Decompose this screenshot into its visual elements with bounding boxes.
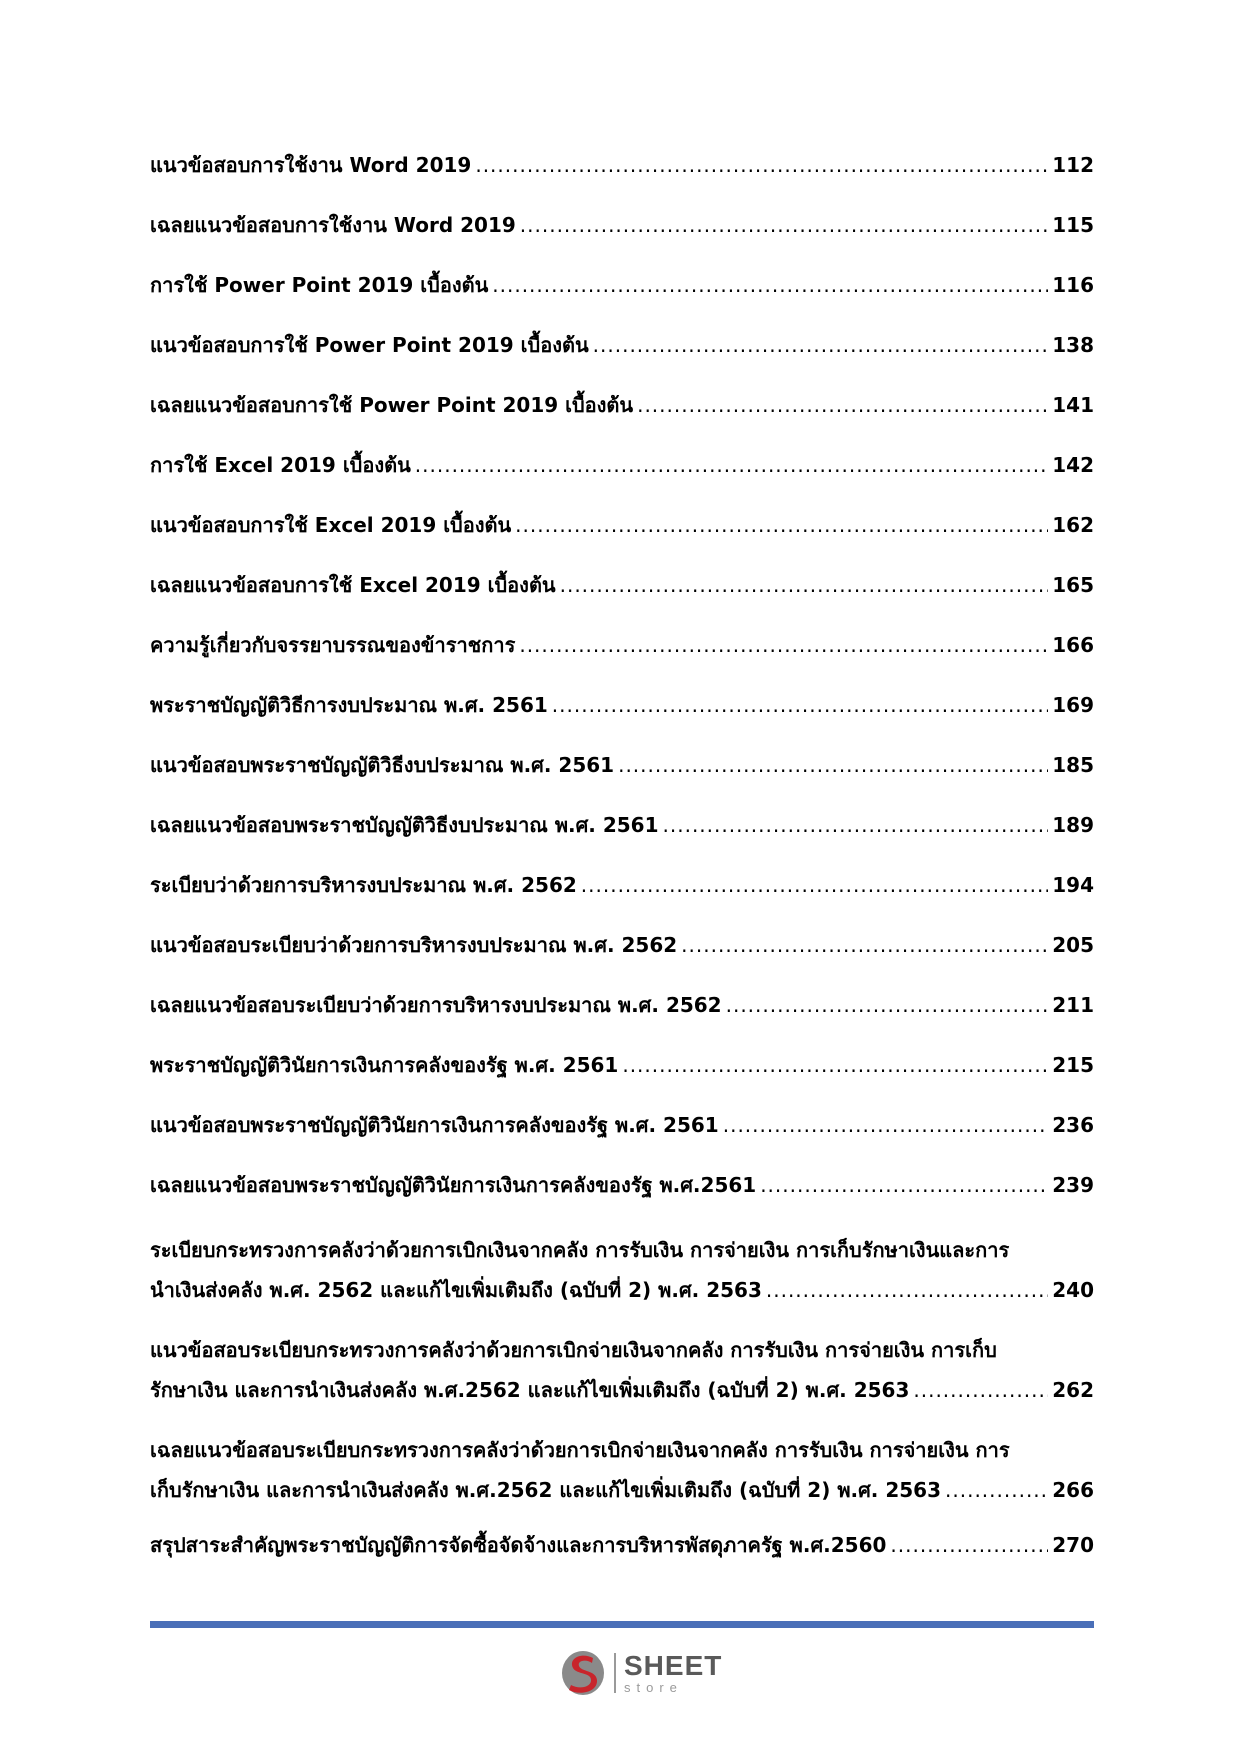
- toc-entry-title: นำเงินส่งคลัง พ.ศ. 2562 และแก้ไขเพิ่มเติมถึง (ฉบับที่ 2) พ.ศ. 2563: [150, 1278, 762, 1302]
- toc-entry: [150, 210, 1094, 240]
- toc-entry: [150, 690, 1094, 720]
- toc-leader-dots: [520, 210, 1048, 240]
- toc-page-number: 185: [1052, 753, 1094, 777]
- toc-entry-title: แนวข้อสอบการใช้ Power Point 2019 เบื้องต้น: [150, 333, 589, 357]
- table-of-contents: [150, 150, 1094, 1590]
- toc-entry-title: เฉลยแนวข้อสอบการใช้ Power Point 2019 เบื้องต้น: [150, 393, 634, 417]
- toc-leader-dots: [766, 1270, 1048, 1310]
- toc-entry-title: พระราชบัญญัติวิธีการงบประมาณ พ.ศ. 2561: [150, 693, 548, 717]
- toc-leader-dots: [560, 570, 1049, 600]
- toc-entry-title: แนวข้อสอบพระราชบัญญัติวินัยการเงินการคลังของรัฐ พ.ศ. 2561: [150, 1113, 719, 1137]
- toc-entry-title: การใช้ Excel 2019 เบื้องต้น: [150, 453, 411, 477]
- toc-page-number: 116: [1052, 273, 1094, 297]
- toc-entry: [150, 1050, 1094, 1080]
- toc-entry: [150, 1430, 1094, 1510]
- toc-entry-title: การใช้ Power Point 2019 เบื้องต้น: [150, 273, 489, 297]
- toc-entry-title: แนวข้อสอบการใช้งาน Word 2019: [150, 153, 472, 177]
- logo-wordmark: SHEET: [624, 1650, 723, 1681]
- toc-leader-dots: [519, 630, 1048, 660]
- toc-page-number: 142: [1052, 453, 1094, 477]
- toc-leader-dots: [492, 270, 1048, 300]
- toc-leader-dots: [681, 930, 1048, 960]
- toc-page-number: 166: [1052, 633, 1094, 657]
- toc-entry: [150, 330, 1094, 360]
- toc-leader-dots: [515, 510, 1048, 540]
- toc-page-number: 266: [1052, 1478, 1094, 1502]
- toc-page-number: 239: [1052, 1173, 1094, 1197]
- toc-page-number: 236: [1052, 1113, 1094, 1137]
- toc-leader-dots: [637, 390, 1048, 420]
- toc-leader-dots: [760, 1170, 1048, 1200]
- footer-rule: [150, 1621, 1094, 1628]
- toc-entry-title: พระราชบัญญัติวินัยการเงินการคลังของรัฐ พ.ศ. 2561: [150, 1053, 619, 1077]
- toc-entry: [150, 1230, 1094, 1310]
- toc-entry: [150, 270, 1094, 300]
- toc-page-number: 215: [1052, 1053, 1094, 1077]
- toc-leader-dots: [723, 1110, 1049, 1140]
- toc-leader-dots: [618, 750, 1048, 780]
- toc-entry-title: เฉลยแนวข้อสอบการใช้ Excel 2019 เบื้องต้น: [150, 573, 556, 597]
- toc-page-number: 138: [1052, 333, 1094, 357]
- toc-entry-title-line: เฉลยแนวข้อสอบระเบียบกระทรวงการคลังว่าด้วยการเบิกจ่ายเงินจากคลัง การรับเงิน การจ่ายเงิน การ: [150, 1438, 1010, 1462]
- toc-entry: [150, 810, 1094, 840]
- toc-entry: [150, 390, 1094, 420]
- toc-page-number: 189: [1052, 813, 1094, 837]
- toc-entry: [150, 1110, 1094, 1140]
- toc-entry-title-line: แนวข้อสอบระเบียบกระทรวงการคลังว่าด้วยการเบิกจ่ายเงินจากคลัง การรับเงิน การจ่ายเงิน การเก็บ: [150, 1338, 997, 1362]
- toc-leader-dots: [890, 1530, 1048, 1560]
- toc-leader-dots: [593, 330, 1049, 360]
- toc-entry: [150, 630, 1094, 660]
- toc-page-number: 162: [1052, 513, 1094, 537]
- toc-entry: [150, 750, 1094, 780]
- toc-entry-title: รักษาเงิน และการนำเงินส่งคลัง พ.ศ.2562 และแก้ไขเพิ่มเติมถึง (ฉบับที่ 2) พ.ศ. 2563: [150, 1378, 910, 1402]
- toc-leader-dots: [475, 150, 1048, 180]
- toc-entry-title: เฉลยแนวข้อสอบพระราชบัญญัติวิธีงบประมาณ พ.ศ. 2561: [150, 813, 659, 837]
- toc-entry-title: แนวข้อสอบการใช้ Excel 2019 เบื้องต้น: [150, 513, 512, 537]
- toc-page-number: 169: [1052, 693, 1094, 717]
- toc-entry-title: เก็บรักษาเงิน และการนำเงินส่งคลัง พ.ศ.2562 และแก้ไขเพิ่มเติมถึง (ฉบับที่ 2) พ.ศ. 2563: [150, 1478, 942, 1502]
- toc-page-number: 205: [1052, 933, 1094, 957]
- toc-entry: [150, 930, 1094, 960]
- toc-entry: [150, 1330, 1094, 1410]
- toc-page-number: 165: [1052, 573, 1094, 597]
- toc-page-number: 270: [1052, 1533, 1094, 1557]
- toc-entry-title: สรุปสาระสำคัญพระราชบัญญัติการจัดซื้อจัดจ้างและการบริหารพัสดุภาครัฐ พ.ศ.2560: [150, 1533, 887, 1557]
- toc-page-number: 194: [1052, 873, 1094, 897]
- toc-entry: [150, 450, 1094, 480]
- toc-page-number: 211: [1052, 993, 1094, 1017]
- toc-page-number: 115: [1052, 213, 1094, 237]
- toc-entry: [150, 570, 1094, 600]
- toc-leader-dots: [913, 1370, 1048, 1410]
- toc-entry-title-line: ระเบียบกระทรวงการคลังว่าด้วยการเบิกเงินจากคลัง การรับเงิน การจ่ายเงิน การเก็บรักษาเงินและการ: [150, 1238, 1010, 1262]
- toc-leader-dots: [663, 810, 1049, 840]
- toc-leader-dots: [581, 870, 1048, 900]
- toc-entry: [150, 150, 1094, 180]
- toc-page-number: 262: [1052, 1378, 1094, 1402]
- toc-page-number: 141: [1052, 393, 1094, 417]
- toc-leader-dots: [622, 1050, 1048, 1080]
- sheet-store-logo-icon: [560, 1648, 606, 1698]
- toc-entry-title: แนวข้อสอบพระราชบัญญัติวิธีงบประมาณ พ.ศ. 2561: [150, 753, 615, 777]
- toc-leader-dots: [552, 690, 1048, 720]
- toc-entry: [150, 1530, 1094, 1560]
- footer-logo: [560, 1645, 722, 1701]
- toc-page-number: 112: [1052, 153, 1094, 177]
- toc-entry-title: เฉลยแนวข้อสอบการใช้งาน Word 2019: [150, 213, 516, 237]
- toc-page-number: 240: [1052, 1278, 1094, 1302]
- toc-leader-dots: [415, 450, 1048, 480]
- toc-entry: [150, 1170, 1094, 1200]
- toc-entry-title: เฉลยแนวข้อสอบระเบียบว่าด้วยการบริหารงบประมาณ พ.ศ. 2562: [150, 993, 722, 1017]
- toc-leader-dots: [726, 990, 1049, 1020]
- toc-entry: [150, 510, 1094, 540]
- toc-entry-title: ระเบียบว่าด้วยการบริหารงบประมาณ พ.ศ. 2562: [150, 873, 577, 897]
- toc-entry: [150, 870, 1094, 900]
- toc-entry-title: ความรู้เกี่ยวกับจรรยาบรรณของข้าราชการ: [150, 633, 516, 657]
- toc-entry-title: เฉลยแนวข้อสอบพระราชบัญญัติวินัยการเงินการคลังของรัฐ พ.ศ.2561: [150, 1173, 757, 1197]
- logo-subtext: store: [624, 1680, 683, 1695]
- toc-leader-dots: [945, 1470, 1048, 1510]
- toc-entry-title: แนวข้อสอบระเบียบว่าด้วยการบริหารงบประมาณ พ.ศ. 2562: [150, 933, 678, 957]
- logo-separator: [614, 1653, 616, 1693]
- toc-entry: [150, 990, 1094, 1020]
